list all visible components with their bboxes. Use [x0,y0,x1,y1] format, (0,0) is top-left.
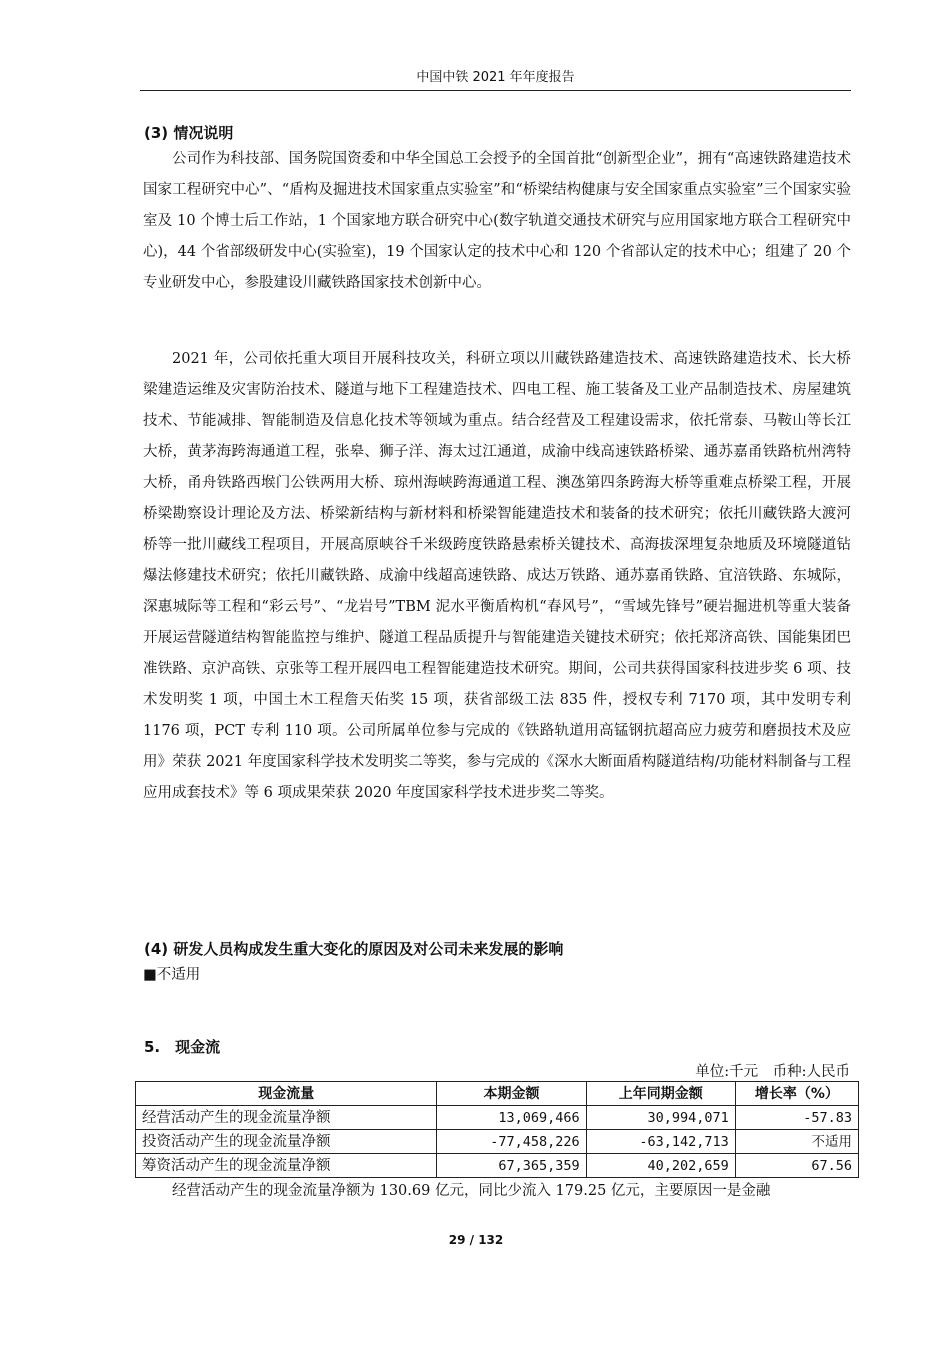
section-3-heading: (3) 情况说明 [144,124,234,142]
row-label: 经营活动产生的现金流量净额 [136,1106,437,1130]
prior-amount: -63,142,713 [586,1130,735,1154]
cash-flow-table [135,1081,859,1178]
table-row [136,1130,859,1154]
current-amount: 67,365,359 [437,1154,586,1178]
prior-amount: 30,994,071 [586,1106,735,1130]
not-applicable-note: ■不适用 [143,967,201,983]
current-amount: -77,458,226 [437,1130,586,1154]
section-3-paragraph-2: 2021 年，公司依托重大项目开展科技攻关，科研立项以川藏铁路建造技术、高速铁路建造技术、长大桥梁建造运维及灾害防治技术、隧道与地下工程建造技术、四电工程、施工装备及工业产品制造技术、房屋建筑技术、节能减排、智能制造及信息化技术等领域为重点。结合经营及工程建设需求，依托常泰、马鞍山等长江大桥，黄茅海跨海通道工程，张皋、狮子洋、海太过江通道，成渝中线高速铁路桥梁、通苏嘉甬铁路杭州湾特大桥，甬舟铁路西堠门公铁两用大桥、琼州海峡跨海通道工程、澳氹第四条跨海大桥等重难点桥梁工程，开展桥梁勘察设计理论及方法、桥梁新结构与新材料和桥梁智能建造技术和装备的技术研究；依托川藏铁路大渡河桥等一批川藏线工程项目，开展高原峡谷千米级跨度铁路悬索桥关键技术、高海拔深埋复杂地质及环境隧道钻爆法修建技术研究；依托川藏铁路、成渝中线超高速铁路、成达万铁路、通苏嘉甬铁路、宜涪铁路、东城际，深惠城际等工程和“彩云号”、“龙岩号”TBM 泥水平衡盾构机“春风号”，“雪域先锋号”硬岩掘进机等重大装备开展运营隧道结构智能监控与维护、隧道工程品质提升与智能建造关键技术研究；依托郑济高铁、国能集团巴准铁路、京沪高铁、京张等工程开展四电工程智能建造技术研究。期间，公司共获得国家科技进步奖 6 项、技术发明奖 1 项，中国土木工程詹天佑奖 15 项，获省部级工法 835 件，授权专利 7170 项，其中发明专利 1176 项，PCT 专利 110 项。公司所属单位参与完成的《铁路轨道用高锰钢抗超高应力疲劳和磨损技术及应用》荣获 2021 年度国家科学技术发明奖二等奖，参与完成的《深水大断面盾构隧道结构/功能材料制备与工程应用成套技术》等 6 项成果荣获 2020 年度国家科学技术进步奖二等奖。 [143,351,851,801]
column-header: 现金流量 [136,1082,437,1106]
column-header: 上年同期金额 [586,1082,735,1106]
row-label: 筹资活动产生的现金流量净额 [136,1154,437,1178]
page-header: 中国中铁 2021 年年度报告 [140,68,851,91]
table-row [136,1154,859,1178]
current-amount: 13,069,466 [437,1106,586,1130]
prior-amount: 40,202,659 [586,1154,735,1178]
column-header: 增长率（%） [735,1082,858,1106]
section-4-heading: (4) 研发人员构成发生重大变化的原因及对公司未来发展的影响 [144,940,564,958]
row-label: 投资活动产生的现金流量净额 [136,1130,437,1154]
cash-flow-explanation: 经营活动产生的现金流量净额为 130.69 亿元，同比少流入 179.25 亿元，主要原因一是金融 [172,1183,771,1199]
page-number: 29 / 132 [448,1233,504,1247]
growth-rate: 67.56 [735,1154,858,1178]
section-5-heading: 5. 现金流 [144,1038,221,1056]
table-row [136,1106,859,1130]
unit-currency-label: 单位:千元 币种:人民币 [695,1064,850,1080]
growth-rate: 不适用 [735,1130,858,1154]
section-3-paragraph-1: 公司作为科技部、国务院国资委和中华全国总工会授予的全国首批“创新型企业”，拥有“高速铁路建造技术国家工程研究中心”、“盾构及掘进技术国家重点实验室”和“桥梁结构健康与安全国家重点实验室”三个国家实验室及 10 个博士后工作站，1 个国家地方联合研究中心(数字轨道交通技术研究与应用国家地方联合工程研究中心)，44 个省部级研发中心(实验室)，19 个国家认定的技术中心和 120 个省部认定的技术中心；组建了 20 个专业研发中心，参股建设川藏铁路国家技术创新中心。 [143,151,852,291]
column-header: 本期金额 [437,1082,586,1106]
table-header-row [136,1082,859,1106]
growth-rate: -57.83 [735,1106,858,1130]
